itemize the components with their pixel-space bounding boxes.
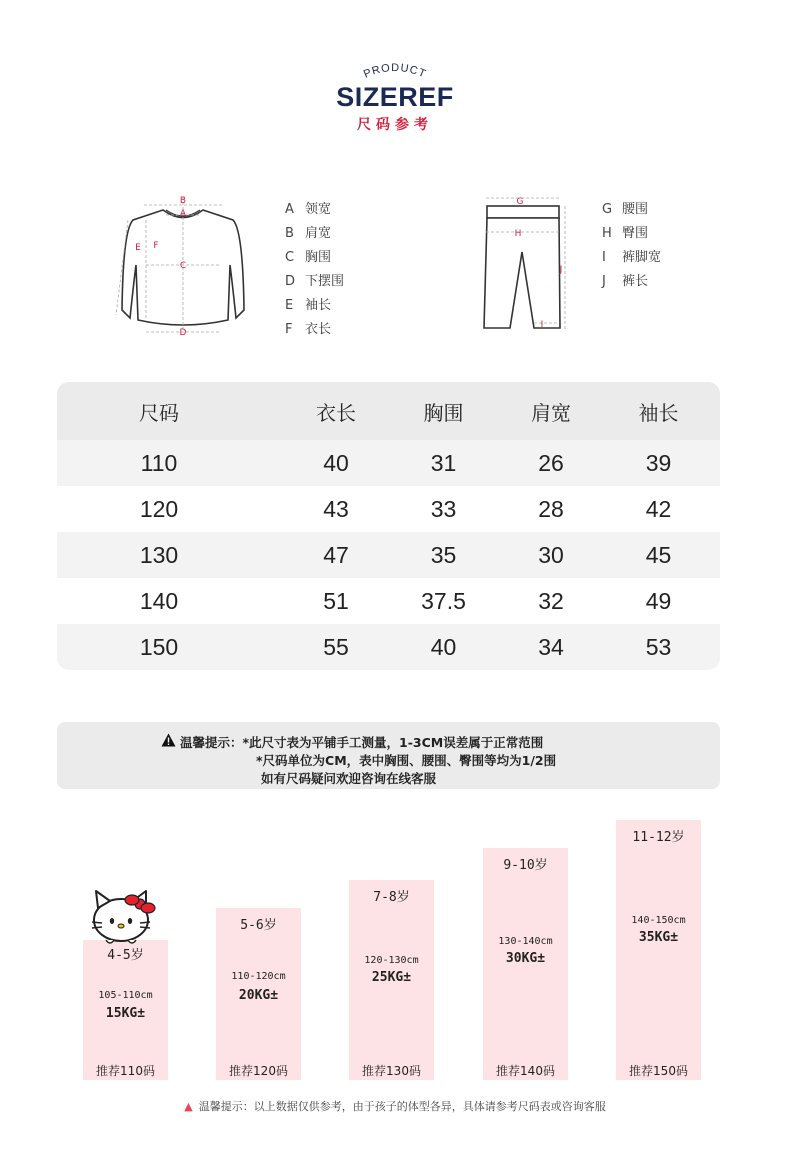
recommend-label: 推荐150码	[629, 1064, 688, 1078]
shirt-legend	[285, 198, 344, 342]
age-label: 4-5岁	[107, 948, 144, 963]
recommend-label: 推荐130码	[362, 1064, 421, 1078]
weight-label: 15KG±	[105, 1006, 146, 1021]
label-b: B	[179, 196, 187, 206]
age-bar-11-12	[616, 820, 701, 1080]
weight-label: 20KG±	[238, 988, 279, 1003]
shirt-diagram	[108, 190, 258, 340]
legend-row: C 胸围	[285, 250, 332, 265]
age-bar-4-5	[83, 940, 168, 1080]
age-bar-9-10	[483, 848, 568, 1080]
weight-label: 30KG±	[505, 951, 546, 966]
label-g: G	[516, 197, 524, 207]
table-header-row	[57, 382, 720, 440]
warning-icon	[161, 733, 176, 747]
header-chest: 胸围	[423, 400, 464, 425]
size-table	[57, 382, 720, 670]
header-length: 衣长	[316, 400, 356, 425]
warning-triangle-icon: ▲	[184, 1100, 193, 1113]
header-sleeve: 袖长	[638, 400, 679, 425]
logo-arc-text	[345, 55, 445, 85]
legend-row: H 臀围	[602, 226, 649, 241]
height-range: 105-110cm	[98, 990, 153, 1001]
recommend-label: 推荐140码	[496, 1064, 555, 1078]
logo-title: SIZEREF	[336, 82, 454, 112]
legend-row: F 衣长	[285, 322, 332, 337]
label-e: E	[135, 243, 141, 253]
label-j: J	[559, 265, 563, 275]
height-range: 110-120cm	[231, 971, 286, 982]
header-shoulder: 肩宽	[531, 400, 571, 425]
table-row: 110 40 31 26 39	[57, 440, 720, 486]
legend-row: D 下摆围	[285, 274, 345, 289]
recommend-label: 推荐120码	[229, 1064, 288, 1078]
table-row: 140 51 37.5 32 49	[57, 578, 720, 624]
label-a: A	[179, 209, 187, 219]
age-label: 9-10岁	[503, 858, 548, 873]
notice-line-3: 如有尺码疑问欢迎咨询在线客服	[261, 771, 437, 786]
label-d: D	[179, 328, 187, 338]
legend-row: I 裤脚宽	[602, 250, 662, 265]
pants-legend	[602, 198, 661, 294]
svg-text:PRODUCT: PRODUCT	[361, 61, 429, 81]
age-bar-7-8	[349, 880, 434, 1080]
legend-row: E 袖长	[285, 298, 332, 313]
header-size: 尺码	[139, 400, 179, 425]
table-row: 130 47 35 30 45	[57, 532, 720, 578]
footer-note	[0, 1098, 790, 1114]
label-i: I	[540, 320, 544, 330]
legend-row: J 裤长	[602, 274, 649, 289]
notice-line-1: 温馨提示：*此尺寸表为平铺手工测量，1-3CM误差属于正常范围	[180, 735, 544, 750]
legend-row: A 领宽	[285, 202, 332, 217]
age-label: 11-12岁	[632, 830, 685, 845]
table-row: 120 43 33 28 42	[57, 486, 720, 532]
legend-row: B 肩宽	[285, 226, 332, 241]
recommend-label: 推荐110码	[96, 1064, 155, 1078]
weight-label: 35KG±	[638, 930, 679, 945]
table-row: 150 55 40 34 53	[57, 624, 720, 670]
label-f: F	[153, 241, 159, 251]
age-label: 5-6岁	[240, 918, 277, 933]
kitty-icon	[88, 886, 158, 948]
height-range: 120-130cm	[364, 955, 419, 966]
age-label: 7-8岁	[373, 890, 410, 905]
label-c: C	[179, 261, 187, 271]
label-h: H	[514, 229, 522, 239]
height-range: 140-150cm	[631, 915, 686, 926]
age-bar-5-6	[216, 908, 301, 1080]
weight-label: 25KG±	[371, 970, 412, 985]
logo-subtitle: 尺码参考	[357, 117, 433, 133]
notice-line-2: *尺码单位为CM，表中胸围、腰围、臀围等均为1/2围	[256, 753, 557, 768]
legend-row: G 腰围	[602, 202, 649, 217]
height-range: 130-140cm	[498, 936, 553, 947]
pants-diagram	[470, 190, 580, 340]
footer-text: 温馨提示：以上数据仅供参考，由于孩子的体型各异，具体请参考尺码表或咨询客服	[198, 1100, 606, 1113]
